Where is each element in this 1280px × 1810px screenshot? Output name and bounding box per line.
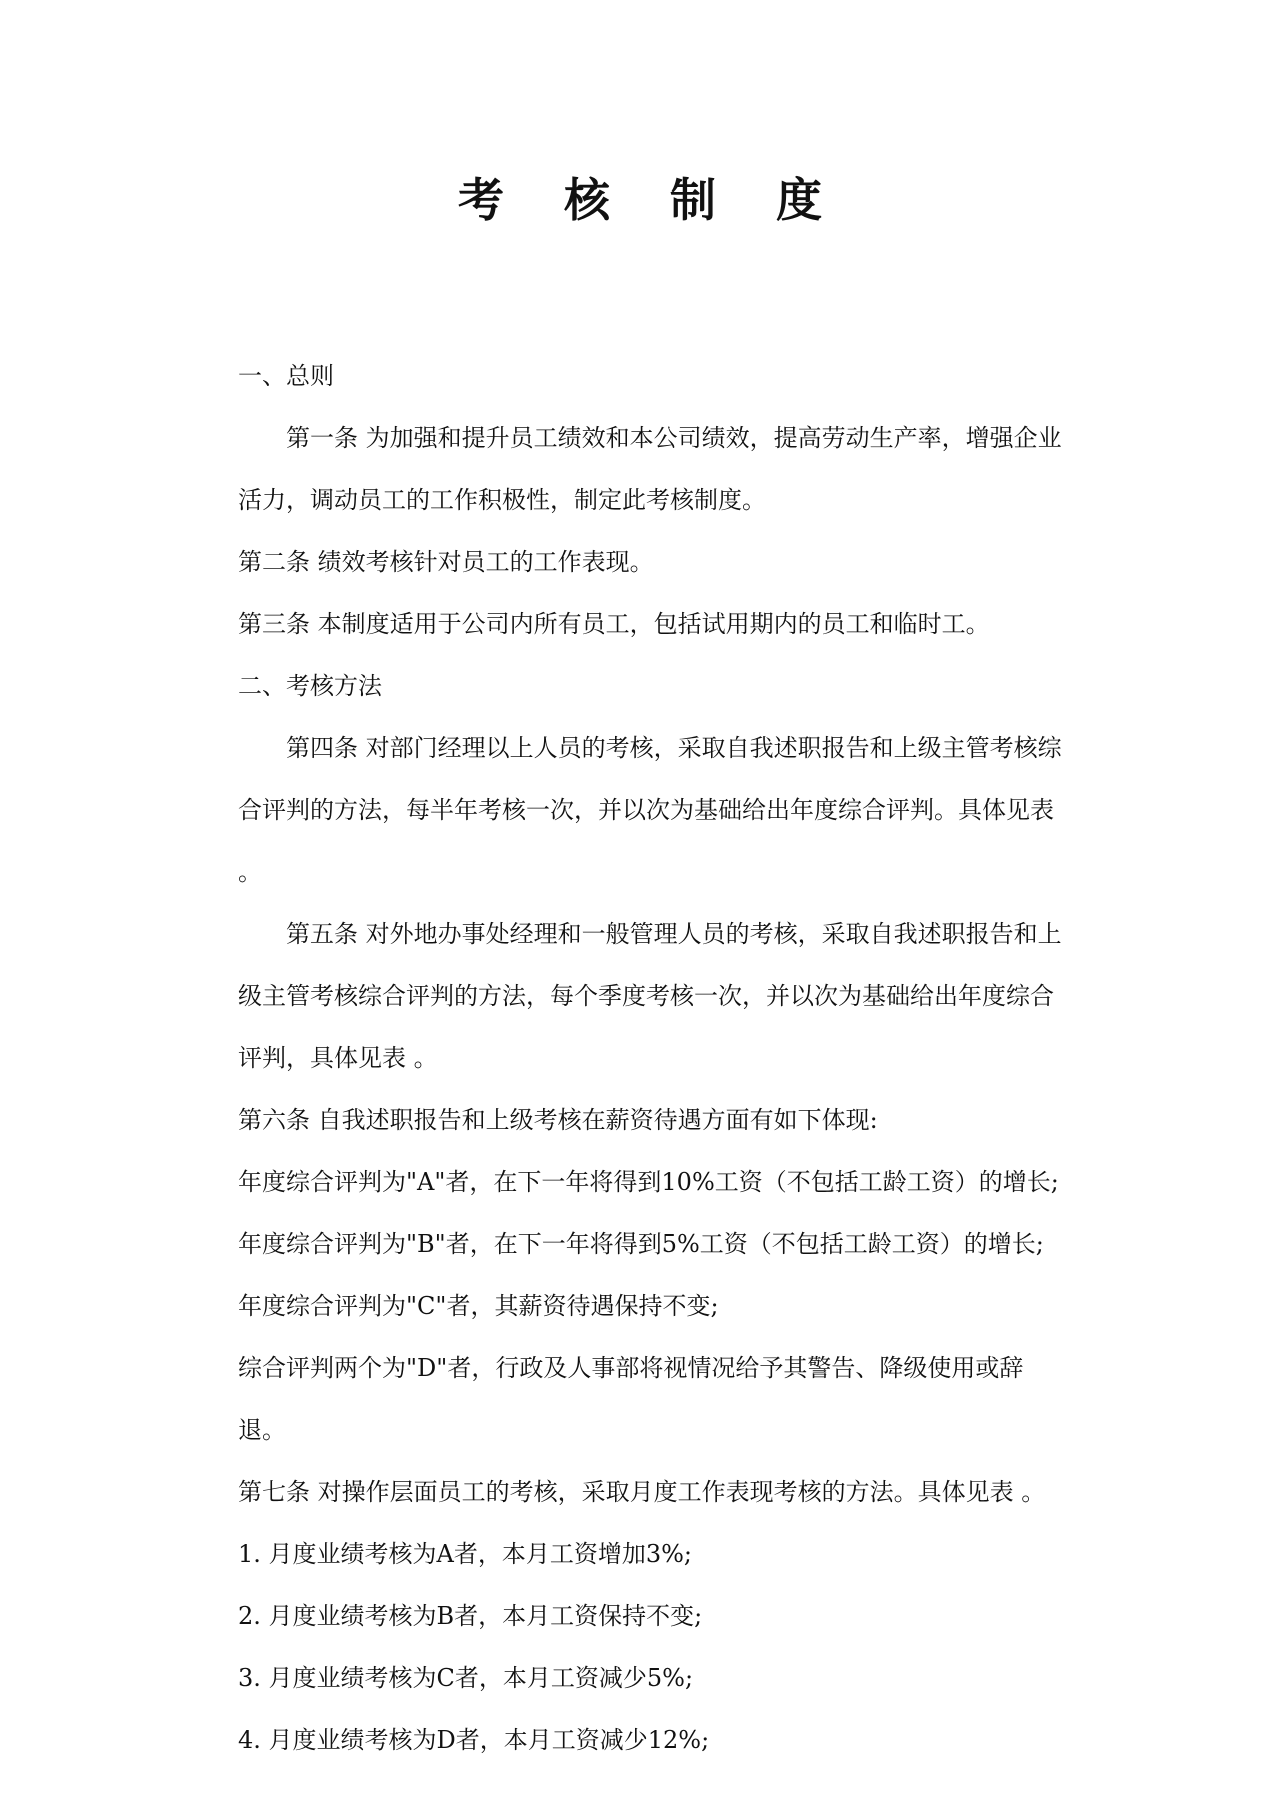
rating-a-rule: 年度综合评判为"A"者，在下一年将得到10%工资（不包括工龄工资）的增长; bbox=[238, 1168, 1059, 1196]
monthly-rule-a: 1. 月度业绩考核为A者，本月工资增加3%; bbox=[238, 1540, 693, 1568]
article-4: 第四条 对部门经理以上人员的考核，采取自我述职报告和上级主管考核综合评判的方法，每半年考核一次，并以次为基础给出年度综合评判。具体见表 。 bbox=[238, 734, 1062, 886]
document-body bbox=[238, 345, 1068, 1771]
monthly-rule-d: 4. 月度业绩考核为D者，本月工资减少12%; bbox=[238, 1726, 710, 1754]
section-heading-methods: 二、考核方法 bbox=[238, 672, 382, 700]
article-5: 第五条 对外地办事处经理和一般管理人员的考核，采取自我述职报告和上级主管考核综合评判的方法，每个季度考核一次，并以次为基础给出年度综合评判，具体见表 。 bbox=[238, 920, 1062, 1072]
article-3: 第三条 本制度适用于公司内所有员工，包括试用期内的员工和临时工。 bbox=[238, 610, 990, 638]
document-title: 考 核 制 度 bbox=[457, 173, 845, 227]
rating-b-rule: 年度综合评判为"B"者，在下一年将得到5%工资（不包括工龄工资）的增长; bbox=[238, 1230, 1044, 1258]
monthly-rule-b: 2. 月度业绩考核为B者，本月工资保持不变; bbox=[238, 1602, 703, 1630]
rating-d-rule: 综合评判两个为"D"者，行政及人事部将视情况给予其警告、降级使用或辞退。 bbox=[238, 1354, 1024, 1444]
monthly-rule-c: 3. 月度业绩考核为C者，本月工资减少5%; bbox=[238, 1664, 694, 1692]
article-7: 第七条 对操作层面员工的考核，采取月度工作表现考核的方法。具体见表 。 bbox=[238, 1478, 1046, 1506]
article-2: 第二条 绩效考核针对员工的工作表现。 bbox=[238, 548, 654, 576]
article-1: 第一条 为加强和提升员工绩效和本公司绩效，提高劳动生产率，增强企业活力，调动员工的工作积极性，制定此考核制度。 bbox=[238, 424, 1062, 514]
section-heading-general: 一、总则 bbox=[238, 362, 334, 390]
article-6: 第六条 自我述职报告和上级考核在薪资待遇方面有如下体现: bbox=[238, 1106, 878, 1134]
rating-c-rule: 年度综合评判为"C"者，其薪资待遇保持不变; bbox=[238, 1292, 719, 1320]
